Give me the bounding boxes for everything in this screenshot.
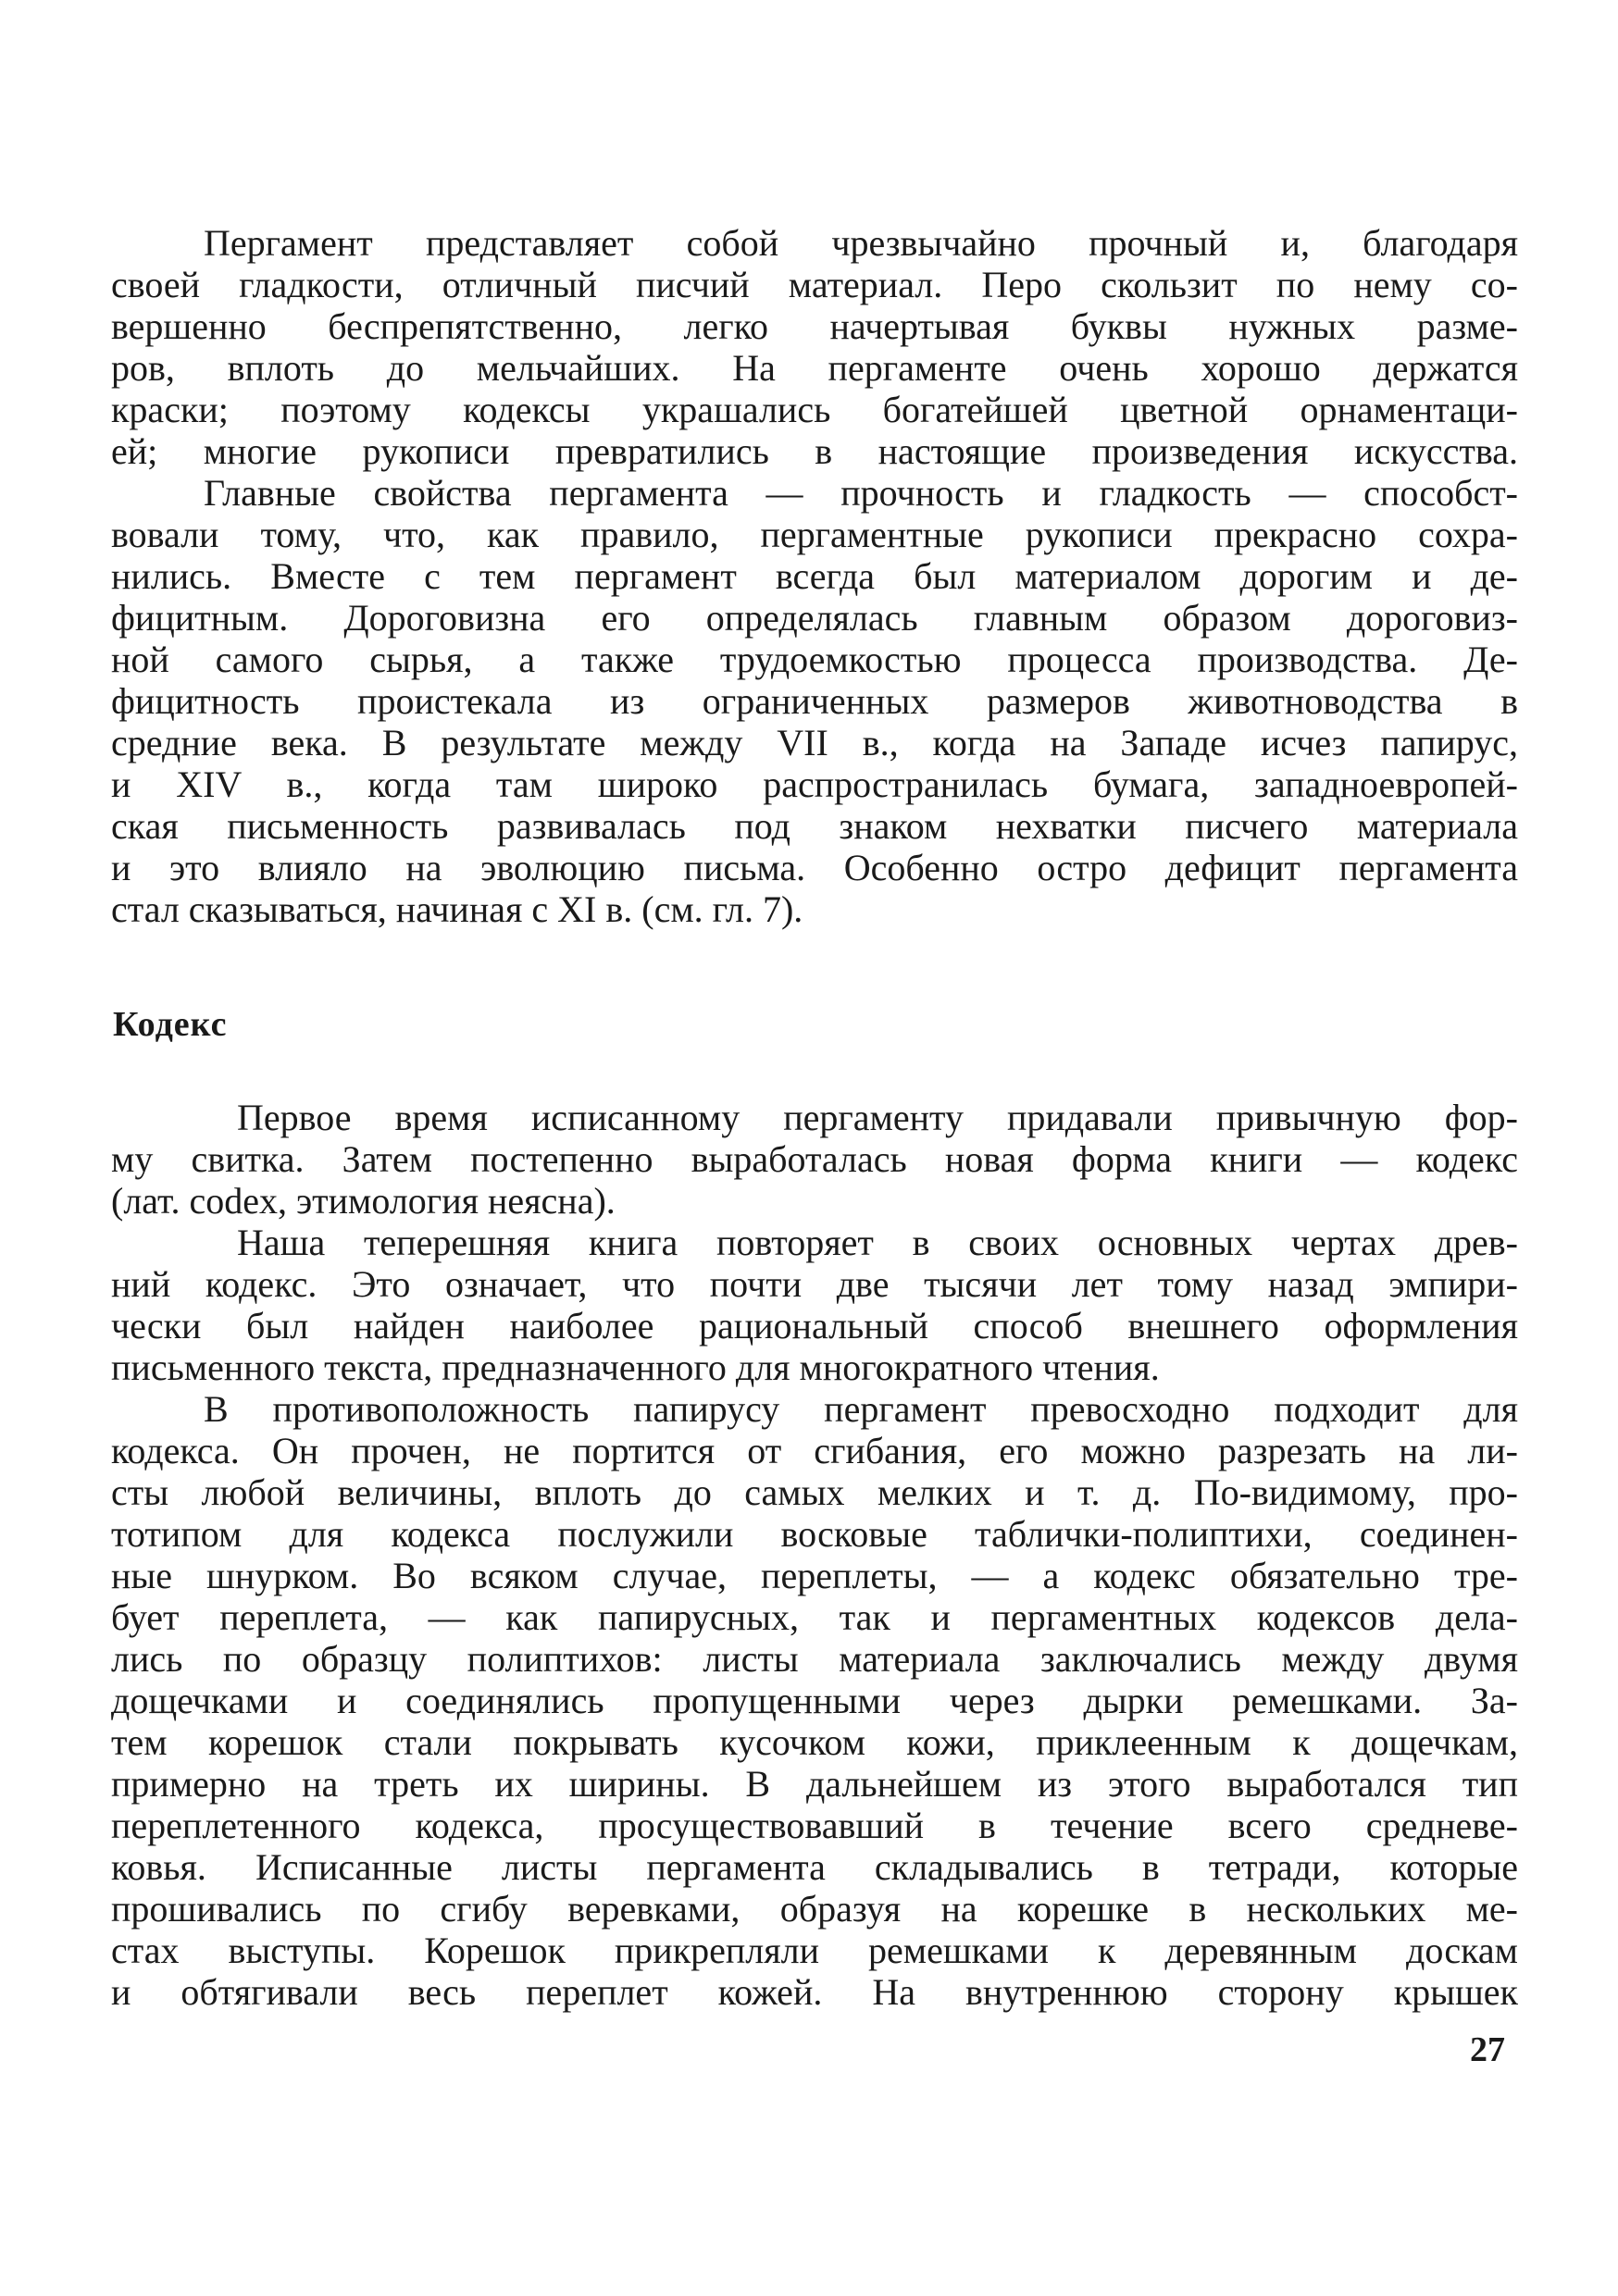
section-heading: Кодекс <box>113 1005 228 1044</box>
text-line: нились. Вместе с тем пергамент всегда был материалом дорогим и де- <box>111 555 1518 597</box>
text-line: (лат. codex, этимология неясна). <box>111 1180 616 1222</box>
text-line: Первое время исписанному пергаменту придавали привычную фор- <box>237 1097 1518 1138</box>
text-line: стах выступы. Корешок прикрепляли ремешками к деревянным доскам <box>111 1930 1518 1971</box>
text-line: ний кодекс. Это означает, что почти две тысячи лет тому назад эмпири- <box>111 1263 1518 1305</box>
text-line: вовали тому, что, как правило, пергаментные рукописи прекрасно сохра- <box>111 514 1518 555</box>
text-line: и обтягивали весь переплет кожей. На внутреннюю сторону крышек <box>111 1971 1518 2013</box>
text-line: ные шнурком. Во всяком случае, переплеты, — а кодекс обязательно тре- <box>111 1555 1518 1596</box>
text-line: прошивались по сгибу веревками, образуя на корешке в нескольких ме- <box>111 1888 1518 1930</box>
text-line: примерно на треть их ширины. В дальнейшем из этого выработался тип <box>111 1763 1518 1805</box>
text-line: сты любой величины, вплоть до самых мелких и т. д. По-видимому, про- <box>111 1471 1518 1513</box>
text-line: письменного текста, предназначенного для многократного чтения. <box>111 1347 1160 1388</box>
text-line: краски; поэтому кодексы украшались богатейшей цветной орнаментаци- <box>111 389 1518 430</box>
text-line: му свитка. Затем постепенно выработалась новая форма книги — кодекс <box>111 1138 1518 1180</box>
body-text-bottom <box>111 1097 1518 2013</box>
page-number: 27 <box>1470 2030 1505 2069</box>
text-line: ров, вплоть до мельчайших. На пергаменте очень хорошо держатся <box>111 347 1518 389</box>
text-line: Главные свойства пергамента — прочность и гладкость — способст- <box>204 472 1518 514</box>
text-line: своей гладкости, отличный писчий материал. Перо скользит по нему со- <box>111 264 1518 305</box>
text-line: стал сказываться, начиная с XI в. (см. гл. 7). <box>111 888 803 930</box>
text-line: бует переплета, — как папирусных, так и пергаментных кодексов дела- <box>111 1596 1518 1638</box>
text-line: ной самого сырья, а также трудоемкостью процесса производства. Де- <box>111 639 1518 680</box>
text-line: и XIV в., когда там широко распространилась бумага, западноевропей- <box>111 763 1518 805</box>
text-line: Наша теперешняя книга повторяет в своих основных чертах древ- <box>237 1222 1518 1263</box>
text-line: вершенно беспрепятственно, легко начертывая буквы нужных разме- <box>111 305 1518 347</box>
body-text-top <box>111 222 1518 930</box>
text-line: фицитность проистекала из ограниченных размеров животноводства в <box>111 680 1518 722</box>
text-line: тем корешок стали покрывать кусочком кожи, приклеенным к дощечкам, <box>111 1721 1518 1763</box>
text-line: переплетенного кодекса, просуществовавший в течение всего средневе- <box>111 1805 1518 1846</box>
text-line: чески был найден наиболее рациональный способ внешнего оформления <box>111 1305 1518 1347</box>
text-line: тотипом для кодекса послужили восковые таблички-полиптихи, соединен- <box>111 1513 1518 1555</box>
text-line: ская письменность развивалась под знаком нехватки писчего материала <box>111 805 1518 847</box>
text-line: дощечками и соединялись пропущенными через дырки ремешками. За- <box>111 1680 1518 1721</box>
text-line: лись по образцу полиптихов: листы материала заключались между двумя <box>111 1638 1518 1680</box>
text-line: ковья. Исписанные листы пергамента складывались в тетради, которые <box>111 1846 1518 1888</box>
text-line: ей; многие рукописи превратились в настоящие произведения искусства. <box>111 430 1518 472</box>
text-line: кодекса. Он прочен, не портится от сгибания, его можно разрезать на ли- <box>111 1430 1518 1471</box>
text-line: средние века. В результате между VII в., когда на Западе исчез папирус, <box>111 722 1518 763</box>
text-line: Пергамент представляет собой чрезвычайно прочный и, благодаря <box>204 222 1518 264</box>
text-line: фицитным. Дороговизна его определялась главным образом дороговиз- <box>111 597 1518 639</box>
text-line: и это влияло на эволюцию письма. Особенно остро дефицит пергамента <box>111 847 1518 888</box>
text-line: В противоположность папирусу пергамент превосходно подходит для <box>204 1388 1518 1430</box>
